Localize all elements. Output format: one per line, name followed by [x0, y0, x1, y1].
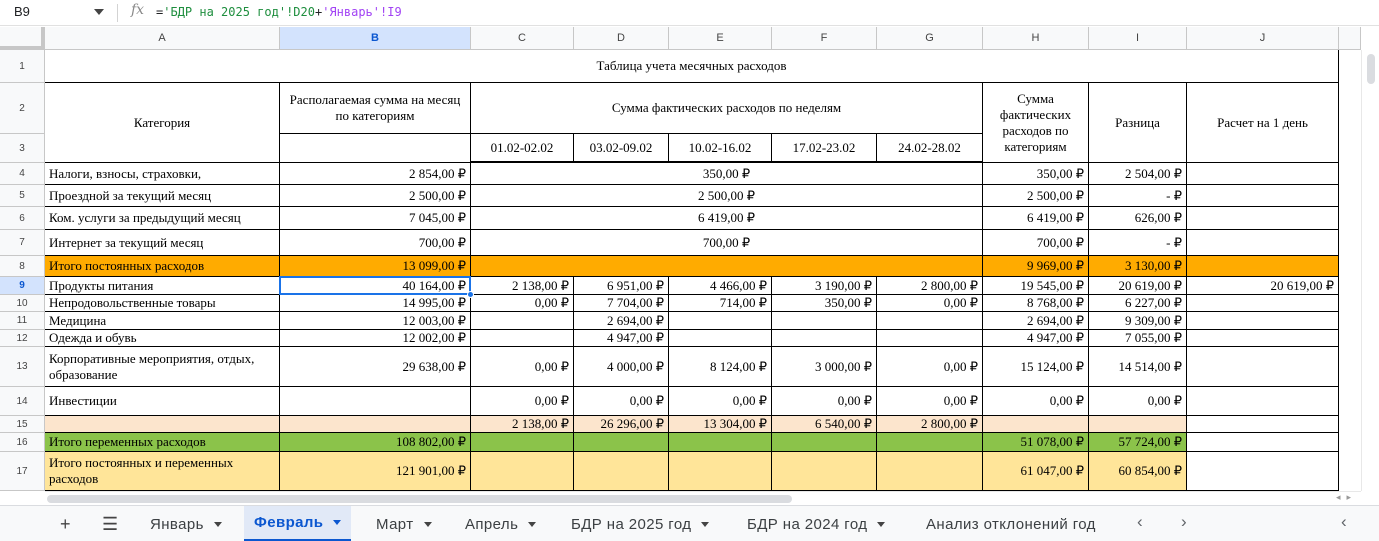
fixed-total-diff[interactable]: 3 130,00 ₽ — [1089, 256, 1187, 277]
per-day-cell[interactable] — [1187, 387, 1339, 416]
category-cell[interactable]: Ком. услуги за предыдущий месяц — [45, 207, 280, 230]
tab-caret-icon[interactable] — [424, 522, 432, 527]
category-cell[interactable]: Медицина — [45, 312, 280, 330]
variable-total-week[interactable] — [574, 433, 669, 452]
variable-total-actual[interactable]: 51 078,00 ₽ — [983, 433, 1089, 452]
variable-total-label[interactable]: Итого переменных расходов — [45, 433, 280, 452]
available-cell[interactable]: 700,00 ₽ — [280, 230, 471, 256]
tab-scroll-left-icon[interactable]: ‹ — [1137, 512, 1143, 531]
column-header-b[interactable]: B — [280, 27, 471, 50]
row-header-8[interactable]: 8 — [0, 256, 45, 277]
week-totals-actual[interactable] — [983, 416, 1089, 433]
header-week[interactable]: 17.02-23.02 — [772, 134, 877, 163]
diff-cell[interactable]: 2 504,00 ₽ — [1089, 163, 1187, 185]
row-header-15[interactable]: 15 — [0, 416, 45, 433]
column-header-d[interactable]: D — [574, 27, 669, 50]
available-cell[interactable] — [280, 387, 471, 416]
week-totals-per-day[interactable] — [1187, 416, 1339, 433]
week-value-cell[interactable]: 0,00 ₽ — [471, 347, 574, 387]
row-header-11[interactable]: 11 — [0, 312, 45, 330]
week-value-cell[interactable]: 0,00 ₽ — [471, 387, 574, 416]
week-totals-diff[interactable] — [1089, 416, 1187, 433]
week-value-cell[interactable]: 0,00 ₽ — [574, 387, 669, 416]
column-header-h[interactable]: H — [983, 27, 1089, 50]
actual-cell[interactable]: 700,00 ₽ — [983, 230, 1089, 256]
diff-cell[interactable]: 0,00 ₽ — [1089, 387, 1187, 416]
sheet-tab-bar — [0, 505, 1379, 541]
fx-icon: fx — [131, 2, 145, 18]
week-value-cell[interactable]: 2 694,00 ₽ — [574, 312, 669, 330]
week-total-cell[interactable]: 26 296,00 ₽ — [574, 416, 669, 433]
header-per-day[interactable]: Расчет на 1 день — [1187, 83, 1339, 163]
available-cell[interactable]: 2 500,00 ₽ — [280, 185, 471, 207]
week-value-cell[interactable]: 350,00 ₽ — [772, 295, 877, 312]
fill-handle[interactable] — [467, 291, 474, 298]
sheet-tab-label: Февраль — [254, 514, 324, 531]
category-cell[interactable]: Одежда и обувь — [45, 330, 280, 347]
week-value-cell[interactable]: 2 138,00 ₽ — [471, 277, 574, 295]
header-diff[interactable]: Разница — [1089, 83, 1187, 163]
actual-cell[interactable]: 6 419,00 ₽ — [983, 207, 1089, 230]
explore-collapse-icon[interactable]: ‹ — [1341, 512, 1347, 531]
header-available[interactable]: Располагаемая сумма на месяц по категориям — [280, 83, 471, 134]
week-value-cell[interactable] — [669, 312, 772, 330]
week-value-cell[interactable]: 0,00 ₽ — [877, 295, 983, 312]
column-header-a[interactable]: A — [45, 27, 280, 50]
per-day-cell[interactable]: 20 619,00 ₽ — [1187, 277, 1339, 295]
grand-total-week[interactable] — [877, 452, 983, 491]
available-cell[interactable]: 29 638,00 ₽ — [280, 347, 471, 387]
row-header-3[interactable]: 3 — [0, 134, 45, 163]
category-cell[interactable]: Налоги, взносы, страховки, — [45, 163, 280, 185]
week-value-cell[interactable] — [877, 312, 983, 330]
variable-total-available[interactable]: 108 802,00 ₽ — [280, 433, 471, 452]
header-week[interactable]: 01.02-02.02 — [471, 134, 574, 163]
week-value-cell[interactable]: 2 800,00 ₽ — [877, 277, 983, 295]
variable-total-week[interactable] — [471, 433, 574, 452]
row-header-14[interactable]: 14 — [0, 387, 45, 416]
row-header-13[interactable]: 13 — [0, 347, 45, 387]
fixed-total-per-day[interactable] — [1187, 256, 1339, 277]
column-header-f[interactable]: F — [772, 27, 877, 50]
plus-icon[interactable]: + — [60, 514, 71, 534]
grand-total-week[interactable] — [574, 452, 669, 491]
per-day-cell[interactable] — [1187, 312, 1339, 330]
grand-total-label[interactable]: Итого постоянных и переменных расходов — [45, 452, 280, 491]
row-header-1[interactable]: 1 — [0, 50, 45, 83]
sheet-tab[interactable] — [140, 506, 232, 541]
tab-caret-icon[interactable] — [701, 522, 709, 527]
header-week[interactable]: 10.02-16.02 — [669, 134, 772, 163]
week-value-cell[interactable]: 0,00 ₽ — [877, 347, 983, 387]
tab-scroll-right-icon[interactable]: › — [1181, 512, 1187, 531]
available-cell[interactable]: 14 995,00 ₽ — [280, 295, 471, 312]
per-day-cell[interactable] — [1187, 330, 1339, 347]
available-cell[interactable]: 12 003,00 ₽ — [280, 312, 471, 330]
cell[interactable] — [280, 134, 471, 163]
week-value-cell[interactable] — [669, 330, 772, 347]
actual-cell[interactable]: 8 768,00 ₽ — [983, 295, 1089, 312]
sheet-tab[interactable] — [244, 506, 351, 541]
week-total-cell[interactable]: 6 540,00 ₽ — [772, 416, 877, 433]
row-header-7[interactable]: 7 — [0, 230, 45, 256]
sheet-tab-label: Апрель — [465, 515, 519, 533]
diff-cell[interactable]: 626,00 ₽ — [1089, 207, 1187, 230]
row-header-10[interactable]: 10 — [0, 295, 45, 312]
variable-total-week[interactable] — [669, 433, 772, 452]
grand-total-week[interactable] — [669, 452, 772, 491]
week-value-cell[interactable]: 0,00 ₽ — [772, 387, 877, 416]
grand-total-diff[interactable]: 60 854,00 ₽ — [1089, 452, 1187, 491]
vertical-scroll-thumb[interactable] — [1367, 54, 1375, 84]
row-header-2[interactable]: 2 — [0, 83, 45, 134]
per-day-cell[interactable] — [1187, 295, 1339, 312]
category-cell[interactable]: Продукты питания — [45, 277, 280, 295]
column-header-g[interactable]: G — [877, 27, 983, 50]
header-week[interactable]: 24.02-28.02 — [877, 134, 983, 163]
sheet-tab[interactable] — [366, 506, 442, 541]
vertical-scrollbar[interactable] — [1361, 50, 1379, 491]
week-value-cell[interactable] — [877, 330, 983, 347]
header-weekly[interactable]: Сумма фактических расходов по неделям — [471, 83, 983, 134]
available-cell[interactable]: 7 045,00 ₽ — [280, 207, 471, 230]
actual-cell[interactable]: 0,00 ₽ — [983, 387, 1089, 416]
weekly-merged-cell[interactable]: 700,00 ₽ — [471, 230, 983, 256]
row-header-5[interactable]: 5 — [0, 185, 45, 207]
column-header-filler — [1339, 27, 1361, 50]
formula-input[interactable]: ='БДР на 2025 год'!D20+'Январь'!I9 — [156, 5, 402, 19]
sheet-tab-label: Январь — [150, 515, 204, 533]
row-header-17[interactable]: 17 — [0, 452, 45, 491]
week-value-cell[interactable] — [772, 330, 877, 347]
column-header-i[interactable]: I — [1089, 27, 1187, 50]
grand-total-available[interactable]: 121 901,00 ₽ — [280, 452, 471, 491]
diff-cell[interactable]: - ₽ — [1089, 185, 1187, 207]
week-total-cell[interactable]: 13 304,00 ₽ — [669, 416, 772, 433]
actual-cell[interactable]: 350,00 ₽ — [983, 163, 1089, 185]
category-cell[interactable]: Инвестиции — [45, 387, 280, 416]
weekly-merged-cell[interactable]: 350,00 ₽ — [471, 163, 983, 185]
category-cell[interactable]: Интернет за текущий месяц — [45, 230, 280, 256]
sheet-tab[interactable] — [561, 506, 719, 541]
diff-cell[interactable]: 14 514,00 ₽ — [1089, 347, 1187, 387]
week-value-cell[interactable] — [772, 312, 877, 330]
variable-total-week[interactable] — [877, 433, 983, 452]
diff-cell[interactable]: 9 309,00 ₽ — [1089, 312, 1187, 330]
per-day-cell[interactable] — [1187, 347, 1339, 387]
week-value-cell[interactable]: 714,00 ₽ — [669, 295, 772, 312]
tab-caret-icon[interactable] — [877, 522, 885, 527]
spreadsheet-grid[interactable] — [45, 50, 1339, 491]
week-value-cell[interactable]: 3 000,00 ₽ — [772, 347, 877, 387]
weekly-merged-cell[interactable]: 2 500,00 ₽ — [471, 185, 983, 207]
week-value-cell[interactable]: 4 947,00 ₽ — [574, 330, 669, 347]
sheet-tab-label: Анализ отклонений год — [926, 515, 1096, 533]
header-week[interactable]: 03.02-09.02 — [574, 134, 669, 163]
week-total-cell[interactable]: 2 800,00 ₽ — [877, 416, 983, 433]
actual-cell[interactable]: 15 124,00 ₽ — [983, 347, 1089, 387]
diff-cell[interactable]: 6 227,00 ₽ — [1089, 295, 1187, 312]
variable-total-week[interactable] — [772, 433, 877, 452]
week-value-cell[interactable]: 3 190,00 ₽ — [772, 277, 877, 295]
week-value-cell[interactable]: 0,00 ₽ — [669, 387, 772, 416]
week-totals-label[interactable] — [45, 416, 280, 433]
scroll-arrows[interactable]: ◂▸ — [1335, 492, 1357, 502]
sheet-tab-label: БДР на 2024 год — [747, 515, 868, 533]
week-totals-available[interactable] — [280, 416, 471, 433]
row-header-6[interactable]: 6 — [0, 207, 45, 230]
name-box[interactable]: B9 — [14, 4, 30, 19]
actual-cell[interactable]: 4 947,00 ₽ — [983, 330, 1089, 347]
fixed-total-actual[interactable]: 9 969,00 ₽ — [983, 256, 1089, 277]
row-header-16[interactable]: 16 — [0, 433, 45, 452]
variable-total-diff[interactable]: 57 724,00 ₽ — [1089, 433, 1187, 452]
row-header-12[interactable]: 12 — [0, 330, 45, 347]
sheet-tab[interactable] — [737, 506, 895, 541]
sheet-tab[interactable] — [455, 506, 546, 541]
week-value-cell[interactable]: 4 000,00 ₽ — [574, 347, 669, 387]
week-value-cell[interactable] — [471, 330, 574, 347]
sheet-tab-label: Март — [376, 515, 414, 533]
formula-bar-divider — [117, 4, 118, 22]
actual-cell[interactable]: 19 545,00 ₽ — [983, 277, 1089, 295]
weekly-merged-cell[interactable]: 6 419,00 ₽ — [471, 207, 983, 230]
grand-total-actual[interactable]: 61 047,00 ₽ — [983, 452, 1089, 491]
column-header-e[interactable]: E — [669, 27, 772, 50]
column-header-c[interactable]: C — [471, 27, 574, 50]
sheet-title[interactable]: Таблица учета месячных расходов — [45, 50, 1339, 83]
sheet-tab[interactable] — [916, 506, 1116, 541]
category-cell[interactable]: Непродовольственные товары — [45, 295, 280, 312]
grand-total-week[interactable] — [772, 452, 877, 491]
week-value-cell[interactable]: 7 704,00 ₽ — [574, 295, 669, 312]
grand-total-week[interactable] — [471, 452, 574, 491]
horizontal-scrollbar[interactable] — [45, 491, 1361, 505]
grand-total-per-day[interactable] — [1187, 452, 1339, 491]
available-cell[interactable]: 12 002,00 ₽ — [280, 330, 471, 347]
select-all-corner[interactable] — [0, 27, 45, 50]
week-value-cell[interactable] — [471, 312, 574, 330]
per-day-cell[interactable] — [1187, 207, 1339, 230]
column-header-j[interactable]: J — [1187, 27, 1339, 50]
per-day-cell[interactable] — [1187, 163, 1339, 185]
row-header-9[interactable]: 9 — [0, 277, 45, 295]
row-header-4[interactable]: 4 — [0, 163, 45, 185]
week-total-cell[interactable]: 2 138,00 ₽ — [471, 416, 574, 433]
actual-cell[interactable]: 2 694,00 ₽ — [983, 312, 1089, 330]
week-value-cell[interactable]: 4 466,00 ₽ — [669, 277, 772, 295]
variable-total-per-day[interactable] — [1187, 433, 1339, 452]
tab-caret-icon[interactable] — [333, 520, 341, 525]
per-day-cell[interactable] — [1187, 185, 1339, 207]
fixed-total-label[interactable]: Итого постоянных расходов — [45, 256, 280, 277]
week-value-cell[interactable]: 8 124,00 ₽ — [669, 347, 772, 387]
diff-cell[interactable]: - ₽ — [1089, 230, 1187, 256]
name-box-dropdown-icon[interactable] — [94, 9, 104, 15]
formula-bar — [0, 0, 1379, 26]
horizontal-scroll-thumb[interactable] — [47, 495, 792, 503]
available-cell[interactable]: 2 854,00 ₽ — [280, 163, 471, 185]
header-category[interactable]: Категория — [45, 83, 280, 163]
week-value-cell[interactable]: 0,00 ₽ — [877, 387, 983, 416]
fixed-total-available[interactable]: 13 099,00 ₽ — [280, 256, 471, 277]
tab-caret-icon[interactable] — [528, 522, 536, 527]
diff-cell[interactable]: 7 055,00 ₽ — [1089, 330, 1187, 347]
category-cell[interactable]: Проездной за текущий месяц — [45, 185, 280, 207]
category-cell[interactable]: Корпоративные мероприятия, отдых, образование — [45, 347, 280, 387]
tab-caret-icon[interactable] — [214, 522, 222, 527]
week-value-cell[interactable]: 0,00 ₽ — [471, 295, 574, 312]
sheet-tab-label: БДР на 2025 год — [571, 515, 692, 533]
available-cell[interactable]: 40 164,00 ₽ — [280, 277, 471, 295]
actual-cell[interactable]: 2 500,00 ₽ — [983, 185, 1089, 207]
week-value-cell[interactable]: 6 951,00 ₽ — [574, 277, 669, 295]
per-day-cell[interactable] — [1187, 230, 1339, 256]
menu-icon[interactable]: ☰ — [102, 514, 119, 534]
diff-cell[interactable]: 20 619,00 ₽ — [1089, 277, 1187, 295]
header-actual-total[interactable]: Сумма фактических расходов по категориям — [983, 83, 1089, 163]
fixed-total-weekly[interactable] — [471, 256, 983, 277]
